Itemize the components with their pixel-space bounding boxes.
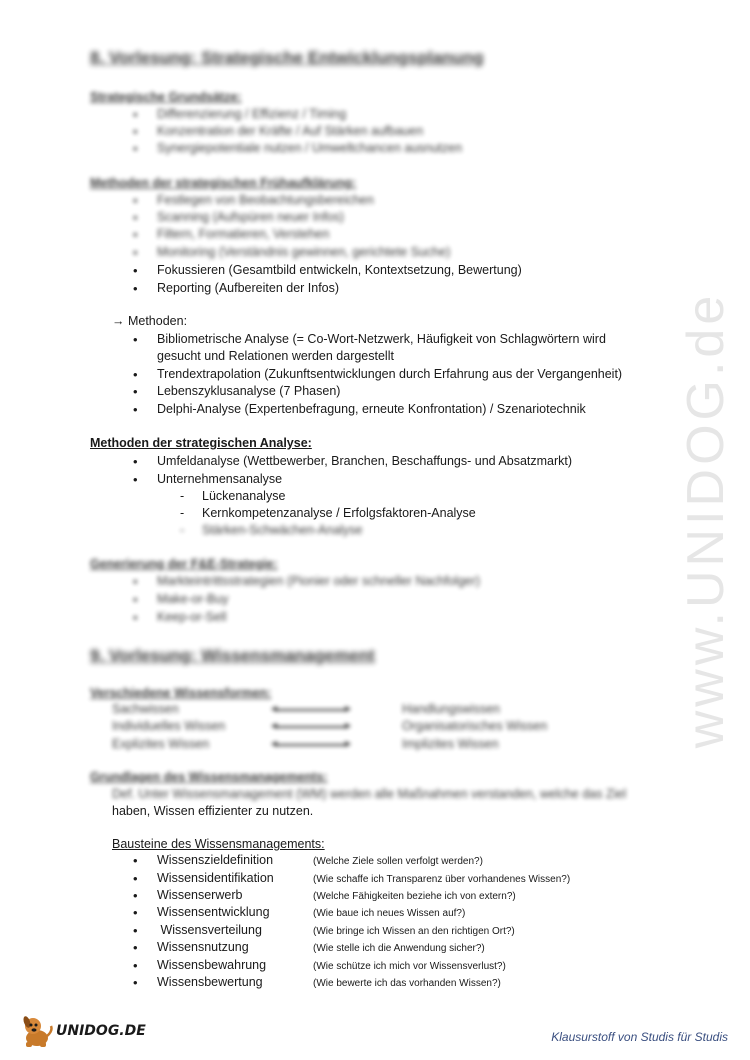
baustein-name: • Wissensbewertung [157, 974, 263, 991]
analyse-heading: Methoden der strategischen Analyse: [90, 436, 312, 450]
baustein-name: • Wissenszieldefinition [157, 852, 273, 869]
baustein-question: (Wie schütze ich mich vor Wissensverlust?) [313, 961, 506, 972]
section-8-title: 8. Vorlesung: Strategische Entwicklungsplanung [90, 48, 484, 67]
sub-list-item: - Kernkompetenzanalyse / Erfolgsfaktoren-Analyse [202, 505, 476, 522]
list-item: • Make-or-Buy [157, 591, 229, 608]
grundsaetze-heading: Strategische Grundsätze: [90, 90, 242, 104]
baustein-name: • Wissenserwerb [157, 887, 242, 904]
logo-text: UNIDOG.DE [56, 1023, 146, 1039]
list-item: • Konzentration der Kräfte / Auf Stärken aufbauen [157, 123, 423, 140]
list-item: • Fokussieren (Gesamtbild entwickeln, Kontextsetzung, Bewertung) [157, 262, 522, 279]
watermark: www.UNIDOG.de [677, 291, 735, 749]
definition-line: Def. Unter Wissensmanagement (WM) werden alle Maßnahmen verstanden, welche das Ziel [112, 787, 627, 801]
wissensformen-heading: Verschiedene Wissensformen: [90, 686, 272, 700]
baustein-name: • Wissensverteilung [157, 922, 262, 939]
wissensform-left: Individuelles Wissen [112, 719, 226, 733]
baustein-name: • Wissensnutzung [157, 939, 249, 956]
list-item: • Monitoring (Verständnis gewinnen, gerichtete Suche) [157, 244, 450, 261]
list-item: • Festlegen von Beobachtungsbereichen [157, 192, 374, 209]
wissensform-right: Organisatorisches Wissen [402, 719, 548, 733]
baustein-question: (Wie stelle ich die Anwendung sicher?) [313, 943, 485, 954]
double-arrow-icon [275, 744, 347, 746]
methoden-heading: → Methoden: [112, 314, 188, 328]
list-item: • Scanning (Aufspüren neuer Infos) [157, 209, 344, 226]
wissensform-left: Sachwissen [112, 702, 179, 716]
baustein-question: (Wie bringe ich Wissen an den richtigen Ort?) [313, 926, 515, 937]
list-item: • Lebenszyklusanalyse (7 Phasen) [157, 383, 340, 400]
sub-list-item: - Stärken-Schwächen-Analyse [202, 522, 363, 539]
list-item: • Filtern, Formatieren, Verstehen [157, 226, 329, 243]
definition-line: haben, Wissen effizienter zu nutzen. [112, 804, 314, 818]
unidog-logo[interactable] [22, 1014, 146, 1048]
double-arrow-icon [275, 726, 347, 728]
baustein-question: (Wie schaffe ich Transparenz über vorhandenes Wissen?) [313, 874, 571, 885]
baustein-question: (Welche Ziele sollen verfolgt werden?) [313, 856, 483, 867]
sub-list-item: - Lückenanalyse [202, 488, 285, 505]
dog-icon [22, 1014, 54, 1048]
wissensform-right: Handlungswissen [402, 702, 500, 716]
list-item: • Bibliometrische Analyse (= Co-Wort-Netzwerk, Häufigkeit von Schlagwörtern wird [157, 331, 606, 348]
list-item: • Markteintrittsstrategien (Pionier oder schneller Nachfolger) [157, 573, 480, 590]
list-item: • Keep-or-Sell [157, 609, 226, 626]
list-item: • Unternehmensanalyse [157, 471, 282, 488]
baustein-name: • Wissensbewahrung [157, 957, 266, 974]
bausteine-heading: Bausteine des Wissensmanagements: [112, 837, 325, 851]
footer-tagline: Klausurstoff von Studis für Studis [551, 1030, 728, 1044]
list-item: • Differenzierung / Effizienz / Timing [157, 106, 346, 123]
baustein-name: • Wissensidentifikation [157, 870, 274, 887]
wissensform-left: Explizites Wissen [112, 737, 210, 751]
fue-strategie-heading: Generierung der F&E-Strategie: [90, 557, 278, 571]
list-item: • Umfeldanalyse (Wettbewerber, Branchen, Beschaffungs- und Absatzmarkt) [157, 453, 572, 470]
wissensform-right: Implizites Wissen [402, 737, 499, 751]
baustein-name: • Wissensentwicklung [157, 904, 270, 921]
list-item: • Trendextrapolation (Zukunftsentwicklungen durch Erfahrung aus der Vergangenheit) [157, 366, 622, 383]
fruehaufklaerung-heading: Methoden der strategischen Frühaufklärung: [90, 176, 357, 190]
list-item-continuation: gesucht und Relationen werden dargestellt [157, 349, 394, 363]
list-item: • Delphi-Analyse (Expertenbefragung, erneute Konfrontation) / Szenariotechnik [157, 401, 586, 418]
baustein-question: (Wie bewerte ich das vorhanden Wissen?) [313, 978, 501, 989]
baustein-question: (Welche Fähigkeiten beziehe ich von extern?) [313, 891, 516, 902]
grundlagen-heading: Grundlagen des Wissensmanagements: [90, 770, 328, 784]
section-9-title: 9. Vorlesung: Wissensmanagement [90, 646, 375, 665]
list-item: • Synergiepotentiale nutzen / Umweltchancen ausnutzen [157, 140, 462, 157]
list-item: • Reporting (Aufbereiten der Infos) [157, 280, 339, 297]
baustein-question: (Wie baue ich neues Wissen auf?) [313, 908, 466, 919]
double-arrow-icon [275, 709, 347, 711]
